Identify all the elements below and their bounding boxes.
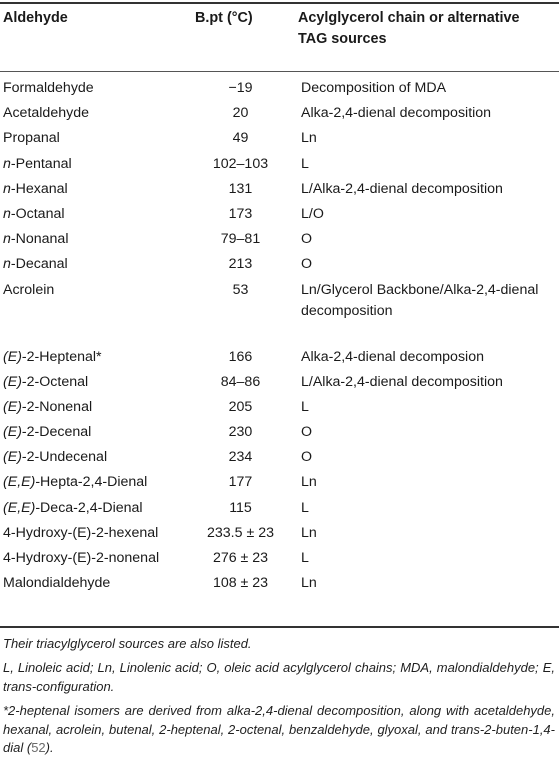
source-cell: Alka-2,4-dienal decomposion [301,348,484,365]
header-boiling-point: B.pt (°C) [195,10,253,26]
boiling-point-cell: 234 [228,449,253,466]
boiling-point-cell: 102–103 [212,155,269,172]
source-cell: O [301,449,313,466]
source-cell: Ln [301,474,317,491]
aldehyde-prefix: (E) [3,424,22,441]
aldehyde-cell [0,154,183,179]
aldehyde-prefix: (E,E) [3,499,36,516]
footnote-heptenal [3,702,555,757]
aldehyde-table [0,78,559,598]
aldehyde-cell [0,229,183,254]
aldehyde-cell [0,447,183,472]
boiling-point-cell: 53 [232,281,249,298]
boiling-point-cell: −19 [228,80,253,96]
aldehyde-prefix: n [3,256,11,273]
aldehyde-name: -2-Nonenal [21,398,93,415]
source-cell: L [301,499,309,516]
aldehyde-prefix: (E) [3,373,22,390]
boiling-point-cell: 230 [228,424,253,441]
aldehyde-cell [0,548,183,573]
boiling-point-cell: 131 [228,180,253,197]
aldehyde-name: -2-Heptenal* [21,348,102,365]
table-row [0,548,559,573]
table-row [0,372,559,397]
aldehyde-name: 4-Hydroxy-(E)-2-nonenal [3,550,160,566]
aldehyde-cell [0,179,183,204]
aldehyde-prefix: n [3,231,11,248]
boiling-point-cell: 84–86 [220,373,261,390]
source-cell: L/Alka-2,4-dienal decomposition [301,180,503,197]
source-cell: Ln [301,130,317,147]
aldehyde-cell [0,103,183,128]
aldehyde-cell [0,472,183,497]
source-cell: L [301,550,309,566]
aldehyde-name: Propanal [3,130,60,147]
table-row [0,154,559,179]
source-cell: L [301,155,309,172]
source-cell: Alka-2,4-dienal decomposition [301,105,492,122]
source-cell: O [301,231,313,248]
header-source: Acylglycerol chain or alternative TAG sources [298,10,520,47]
aldehyde-name: -Deca-2,4-Dienal [35,499,143,516]
source-cell: O [301,256,313,273]
source-cell: L/O [301,205,324,222]
table-row [0,397,559,422]
boiling-point-cell: 173 [228,205,253,222]
table-row [0,204,559,229]
table-row [0,78,559,103]
boiling-point-cell: 205 [228,398,253,415]
header-rule [0,71,559,72]
boiling-point-cell: 177 [228,474,253,491]
aldehyde-cell [0,372,183,397]
aldehyde-prefix: n [3,205,11,222]
boiling-point-cell: 115 [229,499,252,516]
boiling-point-cell: 213 [228,256,253,273]
aldehyde-prefix: n [3,155,11,172]
header-aldehyde: Aldehyde [3,10,68,26]
aldehyde-prefix: (E) [3,398,22,415]
bottom-rule [0,626,559,628]
table-row [0,347,559,372]
footnote-sources: Their triacylglycerol sources are also listed. [3,636,252,651]
aldehyde-cell [0,397,183,422]
table-row [0,229,559,254]
source-cell: O [301,424,313,441]
aldehyde-cell [0,347,183,372]
aldehyde-cell [0,523,183,548]
source-cell: L [301,398,309,415]
boiling-point-cell: 233.5 ± 23 [207,524,274,541]
aldehyde-name: Acetaldehyde [3,105,89,122]
aldehyde-cell [0,128,183,153]
source-cell: Ln/Glycerol Backbone/Alka-2,4-dienal decomposition [301,281,539,319]
aldehyde-name: -Octanal [10,205,65,222]
table-row [0,573,559,598]
table-row [0,103,559,128]
aldehyde-name: -2-Undecenal [21,449,108,466]
aldehyde-name: -2-Octenal [21,373,89,390]
top-rule [0,2,559,4]
table-row [0,422,559,447]
aldehyde-cell [0,204,183,229]
table-row [0,128,559,153]
boiling-point-cell: 166 [228,348,253,365]
aldehyde-name: -Decanal [10,256,68,273]
table-row [0,280,559,347]
footnote-abbreviations: L, Linoleic acid; Ln, Linolenic acid; O, oleic acid acylglycerol chains; MDA, malondialdehyde; E, trans-configuration. [3,660,555,694]
aldehyde-prefix: (E) [3,348,22,365]
table-row [0,472,559,497]
aldehyde-prefix: (E,E) [3,474,36,491]
reference-link[interactable]: 52 [31,740,46,756]
aldehyde-cell [0,422,183,447]
table-row [0,523,559,548]
source-cell: L/Alka-2,4-dienal decomposition [301,373,503,390]
aldehyde-name: Malondialdehyde [3,575,111,592]
aldehyde-prefix: n [3,180,11,197]
aldehyde-cell [0,254,183,279]
aldehyde-name: -Pentanal [10,155,72,172]
boiling-point-cell: 20 [232,105,249,122]
aldehyde-name: -Hexanal [10,180,68,197]
aldehyde-name: -2-Decenal [21,424,92,441]
boiling-point-cell: 79–81 [220,231,261,248]
source-cell: Ln [301,575,317,592]
aldehyde-cell [0,280,183,347]
aldehyde-cell [0,498,183,523]
aldehyde-name: -Nonanal [10,231,69,248]
table-row [0,498,559,523]
boiling-point-cell: 108 ± 23 [212,575,269,592]
aldehyde-cell [0,78,183,103]
table-row [0,179,559,204]
source-cell: Decomposition of MDA [301,80,447,96]
aldehyde-name: Acrolein [3,281,55,298]
table-footnotes [3,635,555,763]
aldehyde-name: Formaldehyde [3,80,94,96]
aldehyde-prefix: (E) [3,449,22,466]
aldehyde-name: 4-Hydroxy-(E)-2-hexenal [3,524,159,541]
table-row [0,447,559,472]
source-cell: Ln [301,524,317,541]
boiling-point-cell: 276 ± 23 [212,550,269,566]
boiling-point-cell: 49 [232,130,249,147]
aldehyde-cell [0,573,183,598]
footnote-heptenal-end: ). [45,740,54,756]
footnote-heptenal-text: *2-heptenal isomers are derived from alka-2,4-dienal decomposition, along with acetaldehyde, hexanal, acrolein, butenal, 2-heptenal, 2-octenal, benzaldehyde, glyoxal, and trans-2-buten-1,4-dial ( [3,703,555,756]
aldehyde-name: -Hepta-2,4-Dienal [35,474,148,491]
table-row [0,254,559,279]
